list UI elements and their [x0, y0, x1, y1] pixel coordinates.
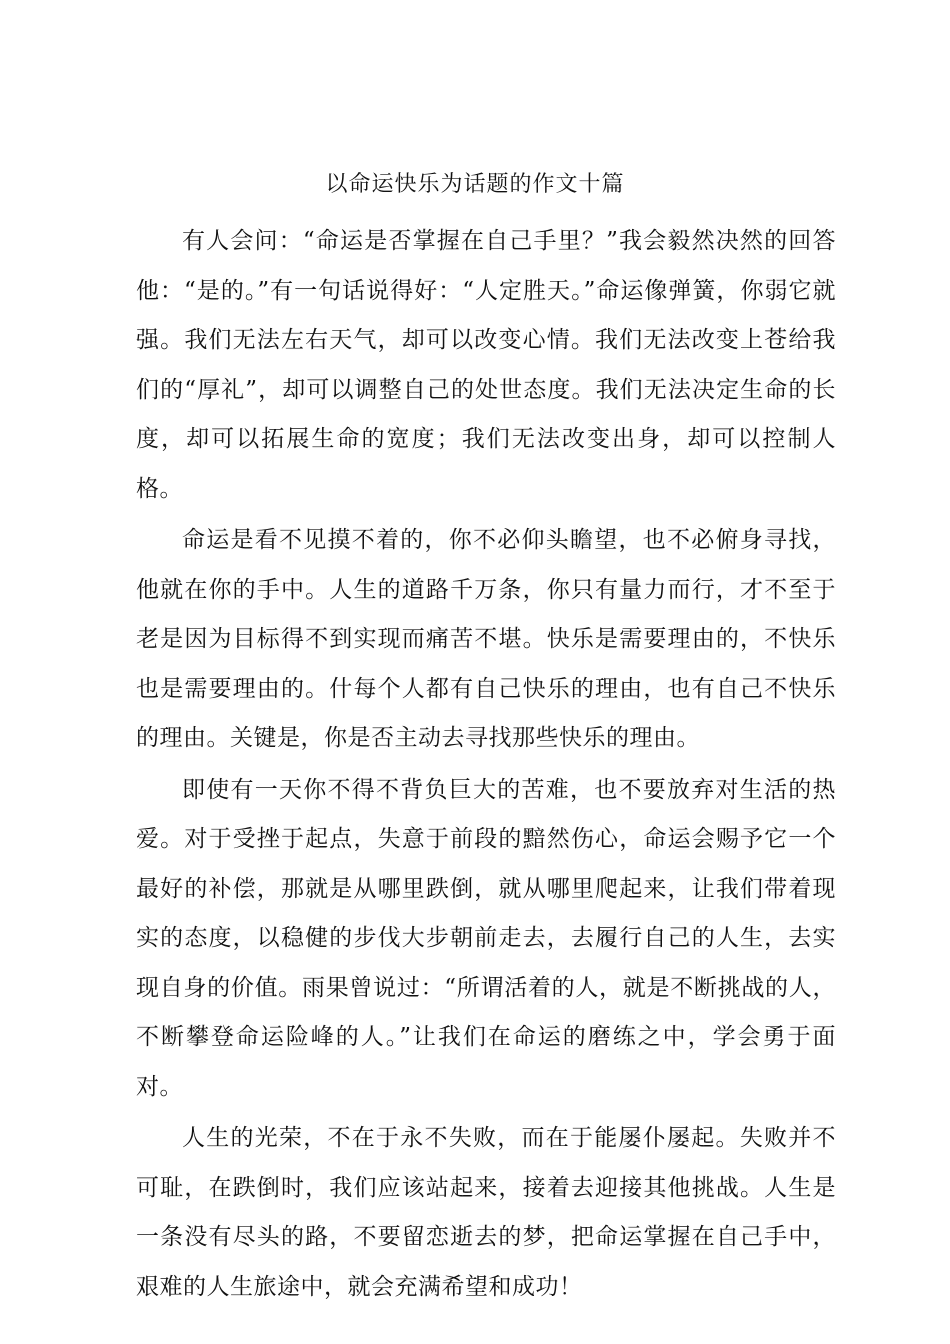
paragraph-3: 即使有一天你不得不背负巨大的苦难，也不要放弃对生活的热爱。对于受挫于起点，失意于前段的黯然伤心，命运会赐予它一个最好的补偿，那就是从哪里跌倒，就从哪里爬起来，让我们带着现实的态度，以稳健的步伐大步朝前走去，去履行自己的人生，去实现自身的价值。雨果曾说过：“所谓活着的人，就是不断挑战的人，不断攀登命运险峰的人。”让我们在命运的磨练之中，学会勇于面对。: [136, 776, 836, 1100]
document-body: [136, 217, 836, 1314]
paragraph-1: 有人会问：“命运是否掌握在自己手里？”我会毅然决然的回答他：“是的。”有一句话说得好：“人定胜天。”命运像弹簧，你弱它就强。我们无法左右天气，却可以改变心情。我们无法改变上苍给我们的“厚礼”，却可以调整自己的处世态度。我们无法决定生命的长度，却可以拓展生命的宽度；我们无法改变出身，却可以控制人格。: [136, 228, 836, 502]
paragraph-4: 人生的光荣，不在于永不失败，而在于能屡仆屡起。失败并不可耻，在跌倒时，我们应该站起来，接着去迎接其他挑战。人生是一条没有尽头的路，不要留恋逝去的梦，把命运掌握在自己手中，艰难的人生旅途中，就会充满希望和成功！: [136, 1125, 836, 1300]
paragraph-2: 命运是看不见摸不着的，你不必仰头瞻望，也不必俯身寻找，他就在你的手中。人生的道路千万条，你只有量力而行，才不至于老是因为目标得不到实现而痛苦不堪。快乐是需要理由的，不快乐也是需要理由的。什每个人都有自己快乐的理由，也有自己不快乐的理由。关键是，你是否主动去寻找那些快乐的理由。: [136, 527, 836, 751]
document-title: 以命运快乐为话题的作文十篇: [325, 172, 625, 197]
